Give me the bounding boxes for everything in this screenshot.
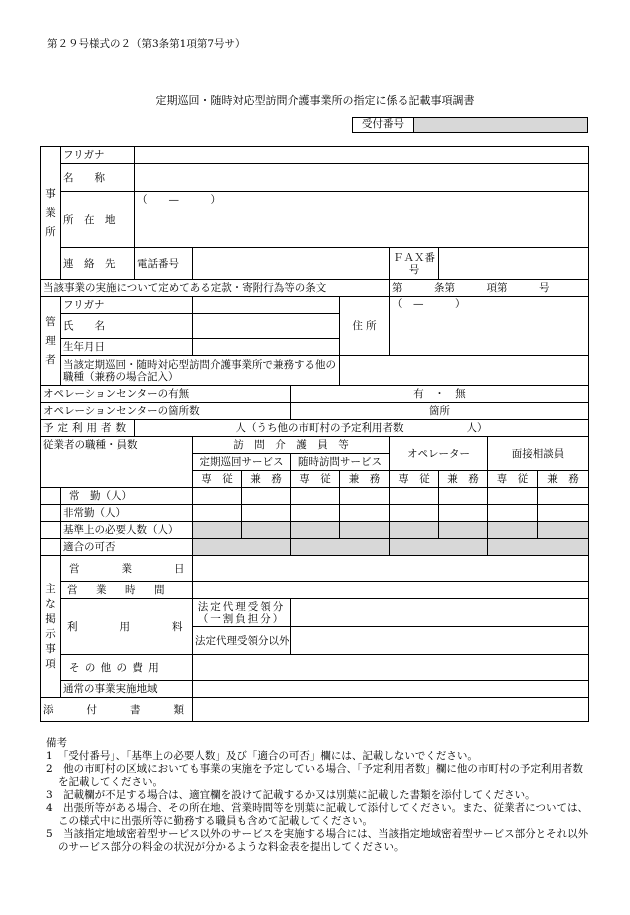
office-furigana-field[interactable] (135, 147, 589, 164)
staff-label: 従業者の職種・員数 (41, 437, 193, 488)
staff-cell[interactable] (488, 505, 538, 522)
staff-cell-shaded (538, 522, 589, 539)
office-section-label: 事業所 (41, 147, 61, 280)
staff-cell[interactable] (242, 505, 291, 522)
staff-row-spacer (41, 539, 61, 556)
full-time-header: 専 従 (291, 471, 340, 488)
application-form-table (40, 146, 589, 722)
service-area-label: 通常の事業実施地域 (61, 681, 193, 698)
manager-section-label: 管理者 (41, 297, 61, 386)
operator-header: オペレーター (390, 437, 488, 471)
manager-postal-paren: （ — ） (392, 298, 466, 310)
staff-cell-shaded (390, 539, 488, 556)
staff-row-spacer (41, 522, 61, 539)
staff-cell[interactable] (390, 488, 439, 505)
staff-cell[interactable] (242, 488, 291, 505)
staff-cell-shaded (488, 522, 538, 539)
staff-cell[interactable] (439, 488, 488, 505)
business-days-field[interactable] (193, 556, 589, 582)
office-address-label: 所 在 地 (61, 192, 135, 248)
notices-section-label: 主な掲示事項 (41, 556, 61, 698)
dual-role-header: 兼 務 (242, 471, 291, 488)
office-name-field[interactable] (135, 164, 589, 192)
staff-cell[interactable] (538, 505, 589, 522)
center-count-label: オペレーションセンターの箇所数 (41, 403, 291, 420)
receipt-number-box (352, 117, 588, 133)
manager-address-field[interactable] (390, 297, 589, 356)
staff-cell-shaded (340, 522, 390, 539)
note-item: 2 他の市町村の区域においても事業の実施を予定している場合、「予定利用者数」欄に他の市町村の予定利用者数を記載してください。 (46, 763, 583, 788)
note-item: 3 記載欄が不足する場合は、適宜欄を設けて記載するか又は別葉に記載した書類を添付してください。 (46, 789, 536, 801)
business-days-label: 営 業 日 (61, 556, 193, 582)
office-address-field[interactable] (135, 192, 589, 248)
document-title: 定期巡回・随時対応型訪問介護事業所の指定に係る記載事項調書 (155, 94, 475, 107)
notes-section (46, 737, 591, 854)
note-item: 5 当該指定地域密着型サービス以外のサービスを実施する場合には、当該指定地域密着型サービス部分とそれ以外のサービス部分の料金の状況が分かるような料金表を提出してください。 (46, 828, 589, 853)
business-hours-label: 営 業 時 間 (61, 582, 193, 599)
office-phone-field[interactable] (193, 248, 390, 280)
note-item: 4 出張所等がある場合、その所在地、営業時間等を別葉に記載して添付してください。また、従業者については、この様式中に出張所等に勤務する職員も含めて記載してください。 (46, 802, 588, 827)
full-time-header: 専 従 (390, 471, 439, 488)
on-call-service-header: 随時訪問サービス (291, 454, 390, 471)
manager-address-label: 住 所 (340, 297, 390, 356)
staff-cell[interactable] (291, 505, 340, 522)
staff-cell-shaded (193, 539, 291, 556)
manager-concurrent-field[interactable] (340, 356, 589, 386)
notes-heading: 備考 (46, 737, 67, 749)
regular-service-header: 定期巡回サービス (193, 454, 291, 471)
staff-cell[interactable] (390, 505, 439, 522)
planned-users-label: 予定利用者数 (41, 420, 135, 437)
staff-cell-shaded (488, 539, 589, 556)
dual-role-header: 兼 務 (340, 471, 390, 488)
home-care-staff-header: 訪 問 介 護 員 等 (193, 437, 390, 454)
manager-name-label: 氏 名 (61, 314, 193, 339)
staff-row-spacer (41, 488, 61, 505)
interviewer-header: 面接相談員 (488, 437, 589, 471)
business-hours-field[interactable] (193, 582, 589, 599)
full-time-header: 専 従 (193, 471, 242, 488)
staff-row-label: 基準上の必要人数（人） (61, 522, 193, 539)
manager-furigana-label: フリガナ (61, 297, 193, 314)
staff-cell[interactable] (439, 505, 488, 522)
attachments-label: 添 付 書 類 (41, 698, 193, 722)
staff-cell-shaded (242, 522, 291, 539)
office-fax-label: ＦＡＸ番 号 (390, 248, 439, 280)
office-contact-label: 連 絡 先 (61, 248, 135, 280)
fee-agent-label: 法定代理受領分（一割負担分） (193, 599, 291, 627)
staff-cell[interactable] (538, 488, 589, 505)
dual-role-header: 兼 務 (439, 471, 488, 488)
staff-cell[interactable] (340, 505, 390, 522)
receipt-number-label: 受付番号 (353, 118, 414, 132)
staff-cell[interactable] (193, 505, 242, 522)
office-name-label: 名 称 (61, 164, 135, 192)
staff-cell[interactable] (340, 488, 390, 505)
fee-agent-field[interactable] (291, 599, 589, 627)
staff-cell-shaded (193, 522, 242, 539)
staff-cell-shaded (439, 522, 488, 539)
manager-birth-field[interactable] (193, 339, 340, 356)
staff-cell[interactable] (193, 488, 242, 505)
other-costs-field[interactable] (193, 655, 589, 681)
office-fax-field[interactable] (439, 248, 589, 280)
center-exists-field[interactable]: 有 ・ 無 (291, 386, 589, 403)
staff-cell-shaded (291, 539, 390, 556)
attachments-field[interactable] (193, 698, 589, 722)
articles-label: 当該事業の実施について定めてある定款・寄附行為等の条文 (41, 280, 390, 297)
staff-row-label: 適合の可否 (61, 539, 193, 556)
fees-label: 利 用 料 (61, 599, 193, 655)
office-postal-paren: （ — ） (137, 194, 221, 206)
service-area-field[interactable] (193, 681, 589, 698)
full-time-header: 専 従 (488, 471, 538, 488)
fee-other-field[interactable] (291, 627, 589, 655)
staff-cell-shaded (291, 522, 340, 539)
staff-row-spacer (41, 505, 61, 522)
staff-cell[interactable] (291, 488, 340, 505)
manager-concurrent-label: 当該定期巡回・随時対応型訪問介護事業所で兼務する他の職種（兼務の場合記入） (61, 356, 340, 386)
staff-cell-shaded (390, 522, 439, 539)
fee-other-label: 法定代理受領分以外 (193, 627, 291, 655)
planned-users-field[interactable]: 人（うち他の市町村の予定利用者数 人） (135, 420, 589, 437)
manager-furigana-field[interactable] (193, 297, 340, 314)
note-item: 1 「受付番号」、「基準上の必要人数」及び「適合の可否」欄には、記載しないでください。 (46, 750, 478, 762)
center-exists-label: オペレーションセンターの有無 (41, 386, 291, 403)
receipt-number-field[interactable] (414, 118, 587, 132)
center-count-field[interactable]: 箇所 (291, 403, 589, 420)
manager-birth-label: 生年月日 (61, 339, 193, 356)
articles-field[interactable]: 第 条第 項第 号 (390, 280, 589, 297)
other-costs-label: そ の 他 の 費 用 (61, 655, 193, 681)
staff-row-label: 非常勤（人） (61, 505, 193, 522)
office-phone-label: 電話番号 (135, 248, 193, 280)
form-number: 第２９号様式の２（第3条第1項第7号サ） (47, 38, 246, 50)
staff-row-label: 常 勤（人） (61, 488, 193, 505)
staff-cell[interactable] (488, 488, 538, 505)
dual-role-header: 兼 務 (538, 471, 589, 488)
manager-name-field[interactable] (193, 314, 340, 339)
office-furigana-label: フリガナ (61, 147, 135, 164)
